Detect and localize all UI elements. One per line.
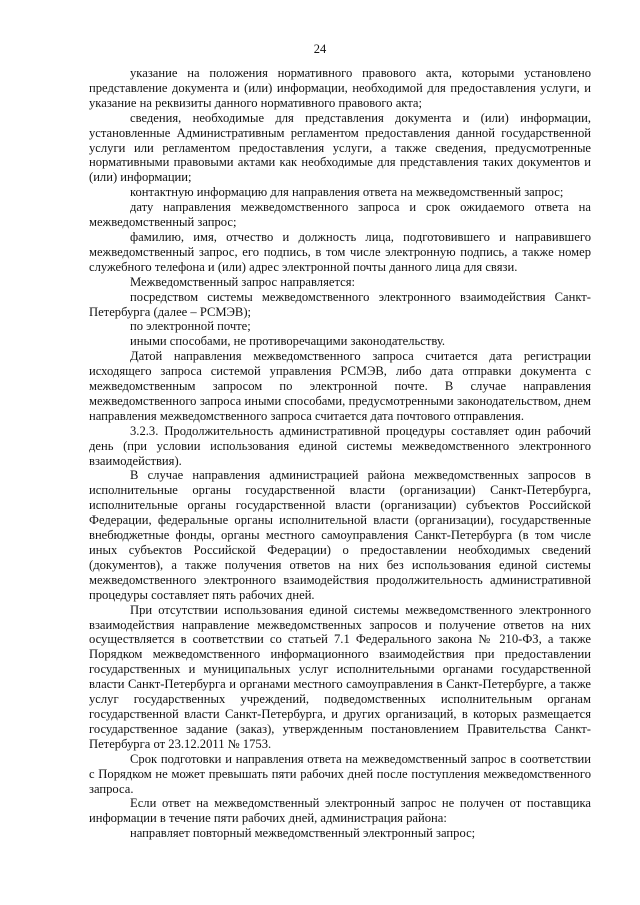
page-number: 24: [313, 42, 327, 56]
paragraph-email: по электронной почте;: [130, 319, 251, 334]
paragraph-without-unified-system: При отсутствии использования единой системы межведомственного электронного взаимодействия направление межведомственных запросов и получение ответов на них осуществляется в соответствии со статьей 7.1 Федерального закона № 210-ФЗ, а также Порядком межведомственного информационного взаимодействия при предоставлении государственных и муниципальных услуг исполнительными органами государственной власти Санкт-Петербурга и органами местного самоуправления в Санкт-Петербурге, а также услуг государственных учреждений, подведомственных исполнительным органам государственной власти Санкт-Петербурга, и других организаций, в которых размещается государственное задание (заказ), утвержденным постановлением Правительства Санкт-Петербурга от 23.12.2011 № 1753.: [89, 602, 591, 751]
paragraph-legal-act-reference: указание на положения нормативного правового акта, которыми установлено представление документа и (или) информации, необходимой для предоставления услуги, и указание на реквизиты данного нормативного правового акта;: [89, 66, 591, 110]
paragraph-request-date: дату направления межведомственного запроса и срок ожидаемого ответа на межведомственный запрос;: [89, 200, 591, 230]
paragraph-contact-info: контактную информацию для направления ответа на межведомственный запрос;: [130, 185, 564, 200]
paragraph-no-response: Если ответ на межведомственный электронный запрос не получен от поставщика информации в течение пяти рабочих дней, администрация района:: [89, 796, 591, 826]
document-body: [89, 66, 591, 841]
paragraph-responsible-person: фамилию, имя, отчество и должность лица, подготовившего и направившего межведомственный запрос, его подпись, в том числе электронную подпись, а также номер служебного телефона и (или) адрес электронной почты данного лица для связи.: [89, 229, 591, 274]
paragraph-response-deadline: Срок подготовки и направления ответа на межведомственный запрос в соответствии с Порядком не может превышать пяти рабочих дней после поступления межведомственного запроса.: [89, 751, 591, 796]
paragraph-rsmev: посредством системы межведомственного электронного взаимодействия Санкт-Петербурга (далее – РСМЭВ);: [89, 289, 591, 319]
paragraph-required-information: сведения, необходимые для представления документа и (или) информации, установленные Административным регламентом предоставления данной государственной услуги или регламентом предоставления услуги, а также сведения, предусмотренные нормативными правовыми актами как необходимые для представления таких документов и (или) информации;: [89, 110, 591, 185]
paragraph-request-date-definition: Датой направления межведомственного запроса считается дата регистрации исходящего запроса системой управления РСМЭВ, либо дата отправки документа с межведомственным запросом по электронной почте. В случае направления межведомственного запроса иными способами, предусмотренными законодательством, днем направления межведомственного запроса считается дата почтового отправления.: [89, 349, 591, 423]
paragraph-five-days: В случае направления администрацией района межведомственных запросов в исполнительные органы государственной власти (организации) Санкт-Петербурга, исполнительные органы государственной власти (организации) субъектов Российской Федерации, федеральные органы исполнительной власти (организации), государственные внебюджетные фонды, органы местного самоуправления Санкт-Петербурга (в том числе иных субъектов Российской Федерации) о предоставлении необходимых сведений (документов), а также получения ответов на них без использования единой системы межведомственного электронного взаимодействия продолжительность административной процедуры составляет пять рабочих дней.: [89, 468, 591, 602]
paragraph-request-sent-via: Межведомственный запрос направляется:: [130, 274, 355, 289]
paragraph-other-methods: иными способами, не противоречащими законодательству.: [130, 334, 446, 349]
paragraph-repeat-request: направляет повторный межведомственный электронный запрос;: [130, 826, 476, 841]
paragraph-section-3-2-3: 3.2.3. Продолжительность административной процедуры составляет один рабочий день (при условии использования единой системы межведомственного электронного взаимодействия).: [89, 423, 591, 468]
